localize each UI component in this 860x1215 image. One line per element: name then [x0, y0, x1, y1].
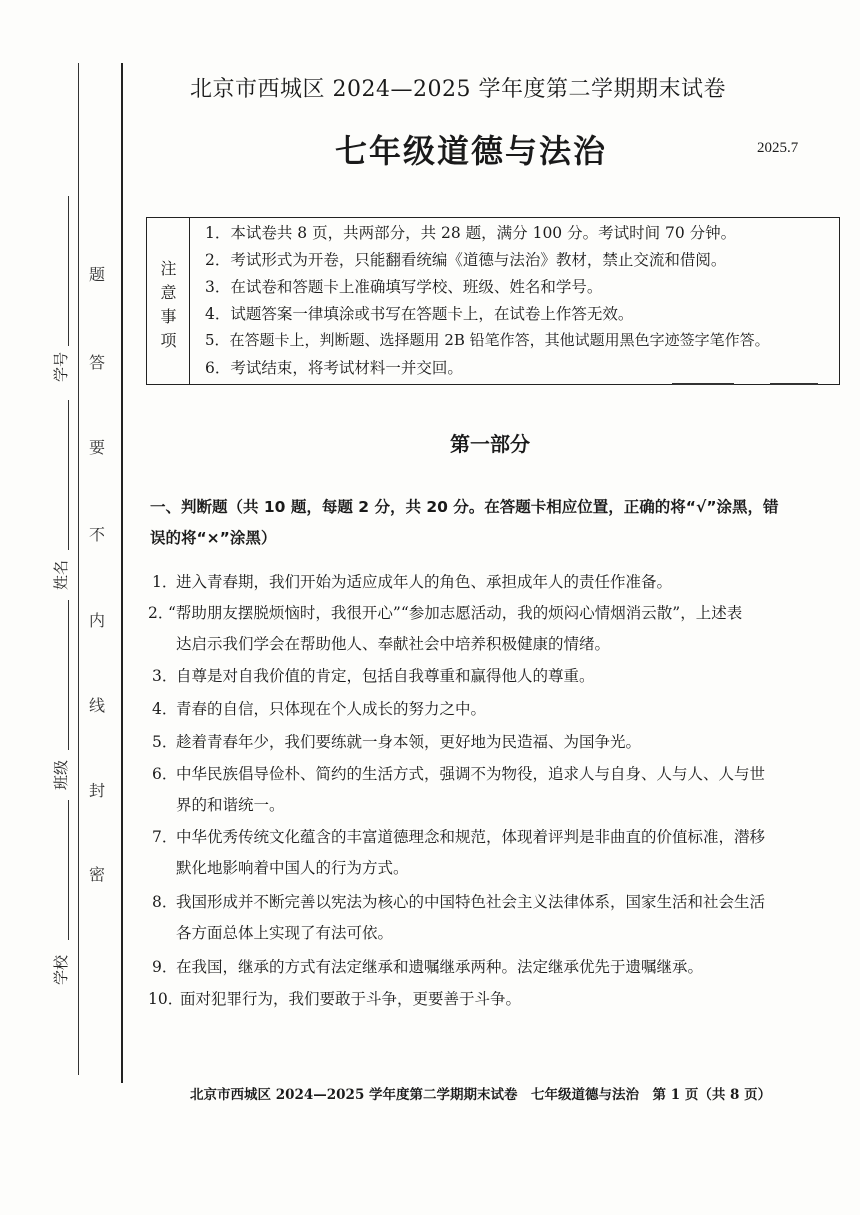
question-number: 4． — [152, 700, 178, 718]
question-number: 10． — [148, 990, 184, 1008]
notice-heading-char: 项 — [160, 331, 177, 350]
question-text: 界的和谐统一。 — [176, 796, 285, 814]
margin-seal-line — [121, 63, 123, 1083]
question-text: 中华民族倡导俭朴、简约的生活方式，强调不为物役，追求人与自身、人与人、人与世 — [176, 765, 766, 783]
class-line — [68, 600, 69, 750]
seal-char: 内 — [88, 611, 105, 630]
question-number: 9． — [152, 958, 178, 976]
notice-box — [146, 217, 840, 385]
question-number: 7． — [152, 828, 178, 846]
scan-mark — [770, 383, 818, 385]
section-heading — [150, 492, 840, 554]
question-text: 达启示我们学会在帮助他人、奉献社会中培养积极健康的情绪。 — [176, 635, 611, 653]
school-label: 学校 — [52, 954, 70, 985]
seal-char: 线 — [88, 696, 105, 715]
seal-char: 密 — [88, 865, 105, 884]
question-text: “帮助朋友摆脱烦恼时，我很开心”“参加志愿活动，我的烦闷心情烟消云散”，上述表 — [168, 604, 743, 622]
notice-item: 4．试题答案一律填涂或书写在答题卡上，在试卷上作答无效。 — [205, 305, 634, 323]
question-number: 6． — [152, 765, 178, 783]
notice-heading-char: 注 — [160, 259, 177, 278]
question-number: 3． — [152, 667, 178, 685]
student-id-line — [68, 196, 69, 346]
question-text: 各方面总体上实现了有法可依。 — [176, 924, 394, 942]
question-number: 1． — [152, 573, 178, 591]
seal-char: 要 — [88, 438, 105, 457]
seal-char: 封 — [88, 781, 105, 800]
notice-heading — [147, 218, 190, 384]
question-text: 中华优秀传统文化蕴含的丰富道德理念和规范，体现着评判是非曲直的价值标准，潜移 — [176, 828, 766, 846]
question-text: 默化地影响着中国人的行为方式。 — [176, 859, 409, 877]
seal-char: 题 — [88, 265, 105, 284]
section-heading-line: 一、判断题（共 10 题，每题 2 分，共 20 分。在答题卡相应位置，正确的将“√”涂黑，错 — [150, 498, 779, 516]
question-number: 5． — [152, 733, 178, 751]
notice-item: 1．本试卷共 8 页，共两部分，共 28 题，满分 100 分。考试时间 70 分钟。 — [205, 224, 737, 242]
notice-item: 5．在答题卡上，判断题、选择题用 2B 铅笔作答，其他试题用黑色字迹签字笔作答。 — [205, 331, 770, 349]
scan-mark — [672, 383, 734, 385]
class-label: 班级 — [52, 759, 70, 790]
seal-char: 答 — [88, 353, 105, 372]
notice-heading-char: 事 — [160, 307, 177, 326]
question-text: 进入青春期，我们开始为适应成年人的角色、承担成年人的责任作准备。 — [176, 573, 673, 591]
notice-item: 3．在试卷和答题卡上准确填写学校、班级、姓名和学号。 — [205, 278, 603, 296]
notice-item: 2．考试形式为开卷，只能翻看统编《道德与法治》教材，禁止交流和借阅。 — [205, 251, 727, 269]
page-footer: 北京市西城区 2024—2025 学年度第二学期期末试卷 七年级道德与法治 第 1 页（共 8 页） — [190, 1087, 772, 1103]
name-line — [68, 400, 69, 550]
seal-char: 不 — [88, 525, 105, 544]
exam-date: 2025.7 — [757, 140, 799, 156]
name-label: 姓名 — [52, 559, 70, 590]
school-line — [68, 800, 69, 940]
question-text: 青春的自信，只体现在个人成长的努力之中。 — [176, 700, 487, 718]
question-text: 自尊是对自我价值的肯定，包括自我尊重和赢得他人的尊重。 — [176, 667, 595, 685]
question-text: 面对犯罪行为，我们要敢于斗争，更要善于斗争。 — [180, 990, 522, 1008]
question-text: 我国形成并不断完善以宪法为核心的中国特色社会主义法律体系，国家生活和社会生活 — [176, 893, 766, 911]
notice-heading-char: 意 — [160, 283, 177, 302]
question-number: 8． — [152, 893, 178, 911]
section-heading-line: 误的将“×”涂黑） — [150, 529, 277, 547]
question-number: 2． — [148, 604, 174, 622]
exam-title: 北京市西城区 2024—2025 学年度第二学期期末试卷 — [190, 77, 726, 102]
question-text: 趁着青春年少，我们要练就一身本领，更好地为民造福、为国争光。 — [176, 733, 642, 751]
subject-title: 七年级道德与法治 — [335, 132, 608, 170]
margin-outer-line — [78, 63, 79, 1075]
student-id-label: 学号 — [52, 351, 70, 382]
question-text: 在我国，继承的方式有法定继承和遗嘱继承两种。法定继承优先于遗嘱继承。 — [176, 958, 704, 976]
part-title: 第一部分 — [450, 432, 530, 456]
notice-item: 6．考试结束，将考试材料一并交回。 — [205, 359, 463, 377]
